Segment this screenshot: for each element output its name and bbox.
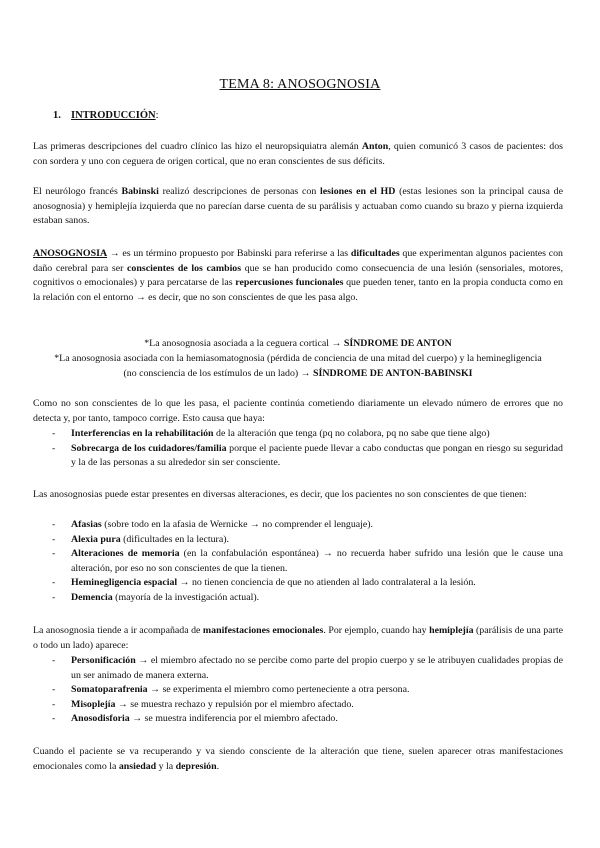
list-consequences (33, 427, 563, 471)
bold-run: Babinski (121, 186, 159, 197)
text-run: → se muestra rechazo y repulsión por el miembro afectado. (115, 698, 354, 710)
text-run: (parálisis de una parte o todo un lado) aparece: (33, 625, 564, 651)
dash-bullet: - (52, 698, 56, 710)
text-run: de la alteración que tenga (pq no colabora, pq no sabe que tiene algo) (213, 428, 490, 439)
bold-run: SÍNDROME DE ANTON-BABINSKI (313, 367, 473, 379)
paragraph-alterations: Las anosognosias puede estar presentes en diversas alteraciones, es decir, que los pacientes no son conscientes de que tienen: (33, 489, 527, 500)
dash-bullet: - (52, 684, 56, 696)
text-run: porque el paciente puede llevar a cabo conductas que pongan en riesgo su seguridad y la de las personas a su alrededor sin ser consciente. (71, 442, 563, 469)
bold-run: Heminegligencia espacial (71, 577, 178, 589)
paragraph-definition (33, 247, 563, 305)
text-run: (sobre todo en la afasia de Wernicke → no comprender el lenguaje). (101, 519, 374, 530)
text-run: . Por ejemplo, cuando hay (323, 625, 430, 636)
section-title: INTRODUCCIÓN (71, 110, 156, 121)
text-run: El neurólogo francés (33, 186, 122, 197)
list-item (33, 591, 563, 606)
text-run: → se experimenta el miembro como perteneciente a otra persona. (147, 684, 410, 696)
text-run: realizó descripciones de personas con (158, 186, 320, 197)
text-run: La anosognosia tiende a ir acompañada de (33, 625, 203, 636)
list-manifestations (33, 654, 563, 727)
dash-bullet: - (52, 577, 56, 589)
list-item (33, 576, 563, 591)
text-run: que se han producido como consecuencia de una lesión (sensoriales, motores, cognitivos o emocionales) y para percatarse de las (33, 262, 563, 289)
bold-run: Alteraciones de memoria (71, 548, 180, 560)
text-run: que pueden tener, tanto en la propia conducta como en la relación con el entorno → es decir, que no son conscientes de que les pasa algo. (33, 277, 563, 303)
text-run: *La anosognosia asociada a la ceguera cortical → (144, 338, 344, 349)
dash-bullet: - (52, 533, 56, 545)
bold-run: conscientes de los cambios (127, 262, 242, 274)
list-item (33, 712, 563, 727)
bold-run: Anton (361, 141, 389, 152)
text-run: → se muestra indiferencia por el miembro afectado. (129, 713, 338, 725)
dash-bullet: - (52, 548, 56, 560)
paragraph-recovery (33, 745, 563, 774)
bold-run: hemiplejía (429, 625, 474, 636)
paragraph-errors: Como no son conscientes de lo que les pasa, el paciente continúa cometiendo diariamente un elevado número de errores que no detecta y, por tanto, tampoco corrige. Esto causa que haya: (33, 398, 563, 424)
list-item (33, 533, 563, 548)
paragraph-anton (33, 140, 563, 169)
bold-run: lesiones en el HD (319, 186, 396, 197)
text-run: (mayoría de la investigación actual). (112, 591, 260, 603)
bold-run: Sobrecarga de los cuidadores/familia (71, 442, 227, 454)
section-heading (53, 109, 159, 123)
bold-run: Personificación (71, 655, 136, 666)
term-anosognosia: ANOSOGNOSIA (33, 248, 108, 259)
list-item (33, 683, 563, 698)
text-run: , quien comunicó 3 casos de pacientes: dos con sordera y uno con ceguera de origen cortical, que no eran conscientes de sus déficits. (33, 141, 563, 167)
list-item (33, 547, 563, 576)
bold-run: dificultades (350, 248, 400, 259)
note-anton-syndrome (33, 337, 563, 352)
dash-bullet: - (52, 428, 56, 439)
bold-run: Anosodisforia (71, 713, 130, 725)
bold-run: ansiedad (118, 760, 157, 772)
text-run: Las primeras descripciones del cuadro clínico las hizo el neuropsiquiatra alemán (33, 141, 362, 152)
section-colon: : (155, 110, 159, 121)
bold-run: repercusiones funcionales (235, 277, 344, 289)
dash-bullet: - (52, 591, 56, 603)
section-number: 1. (53, 110, 61, 121)
bold-run: Alexia pura (71, 533, 121, 545)
text-run: que experimentan algunos pacientes con daño cerebral para ser (33, 248, 563, 274)
bold-run: Interferencias en la rehabilitación (71, 428, 214, 439)
bold-run: SÍNDROME DE ANTON (343, 338, 452, 349)
dash-bullet: - (52, 442, 56, 454)
text-run: (dificultades en la lectura). (120, 533, 229, 545)
bold-run: Afasias (71, 519, 102, 530)
text-run: y la (156, 760, 176, 772)
bold-run: depresión (175, 760, 217, 772)
dash-bullet: - (52, 655, 56, 666)
text-run: *La anosognosia asociada con la hemiasomatognosia (pérdida de conciencia de una mitad del cuerpo) y la heminegligencia (no consciencia de los estímulos de un lado) → (54, 353, 542, 379)
text-run: Cuando el paciente se va recuperando y va siendo consciente de la alteración que tiene, suelen aparecer otras manifestaciones emocionales como la (33, 746, 563, 772)
dash-bullet: - (52, 519, 56, 530)
list-alterations (33, 518, 563, 606)
list-item (33, 654, 563, 683)
text-run: → el miembro afectado no se percibe como parte del propio cuerpo y se le atribuyen cualidades propias de un ser animado de manera externa. (71, 655, 563, 681)
list-item (33, 518, 563, 533)
page-title: TEMA 8: ANOSOGNOSIA (219, 77, 381, 92)
bold-run: manifestaciones emocionales (202, 625, 324, 636)
text-run: (estas lesiones son la principal causa de anosognosia) y hemiplejía izquierda que no parecían darse cuenta de su parálisis y actuaban como cuando su brazo y pierna izquierda estaban sanos. (33, 186, 563, 227)
dash-bullet: - (52, 713, 56, 725)
text-run: → no tienen conciencia de que no atienden al lado contralateral a la lesión. (177, 577, 476, 589)
text-run: → es un término propuesto por Babinski para referirse a las (107, 248, 351, 259)
text-run: . (216, 760, 220, 772)
text-run: (en la confabulación espontánea) → no recuerda haber sufrido una lesión que le cause una alteración, por eso no son conscientes de que la tienen. (71, 548, 563, 574)
note-anton-babinski-syndrome (48, 352, 548, 381)
bold-run: Demencia (71, 591, 113, 603)
paragraph-emotional (33, 624, 563, 653)
bold-run: Somatoparafrenia (71, 684, 148, 696)
list-item (33, 442, 563, 471)
list-item (33, 698, 563, 713)
bold-run: Misoplejía (71, 698, 116, 710)
list-item (33, 427, 563, 442)
paragraph-babinski (33, 185, 563, 229)
